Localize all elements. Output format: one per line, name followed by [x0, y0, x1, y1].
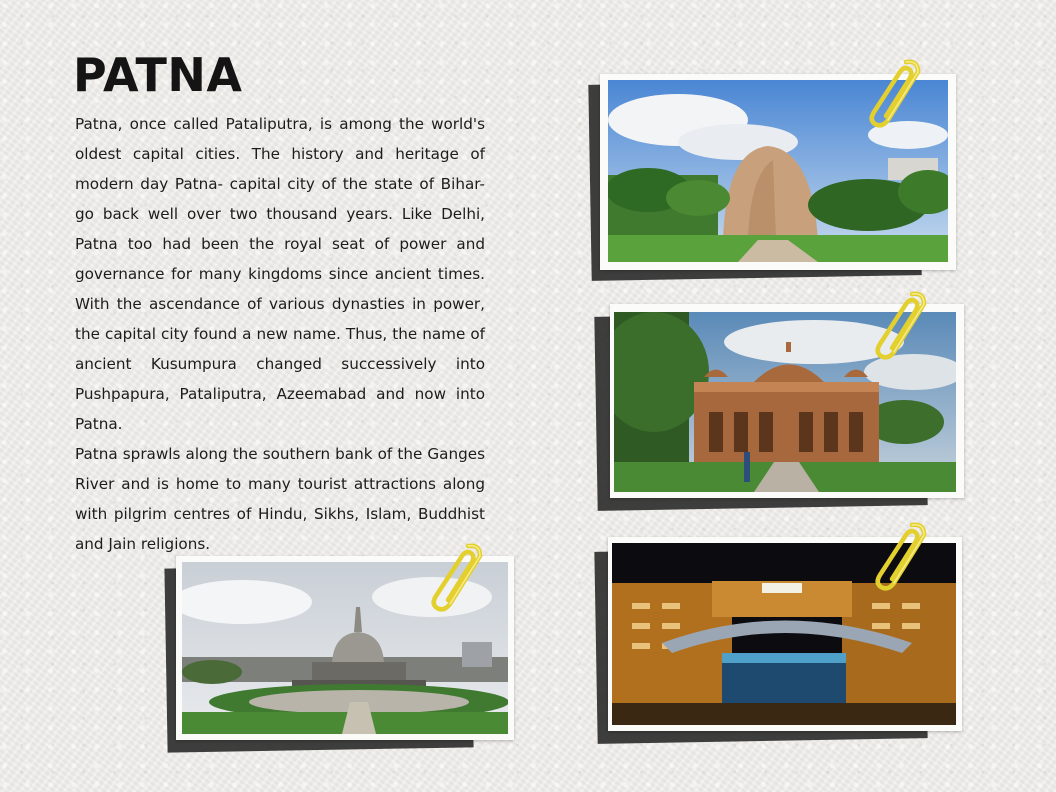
stupa-photo: [166, 556, 516, 752]
description: [75, 109, 485, 559]
paperclip-icon: [872, 288, 932, 364]
paragraph-history: Patna, once called Pataliputra, is among the world's oldest capital cities. The history and heritage of modern day Patna- capital city of the state of Bihar- go back well over two thousand years. Like Delhi, Patna too had been the royal seat of power and governance for many kingdoms since ancient times. With the ascendance of various dynasties in power, the capital city found a new name. Thus, the name of ancient Kusumpura changed successively into Pushpapura, Pataliputra, Azeemabad and now into Patna.: [75, 115, 485, 433]
paragraph-ganges: Patna sprawls along the southern bank of the Ganges River and is home to many tourist attractions along with pilgrim centres of Hindu, Sikhs, Islam, Buddhist and Jain religions.: [75, 445, 485, 553]
building-night-photo: [596, 537, 966, 742]
mahal-photo: [596, 304, 966, 509]
golghar-photo: [588, 74, 958, 280]
paperclip-icon: [872, 519, 932, 595]
paperclip-icon: [428, 540, 488, 616]
paperclip-icon: [866, 56, 926, 132]
page-title: PATNA: [73, 48, 243, 102]
